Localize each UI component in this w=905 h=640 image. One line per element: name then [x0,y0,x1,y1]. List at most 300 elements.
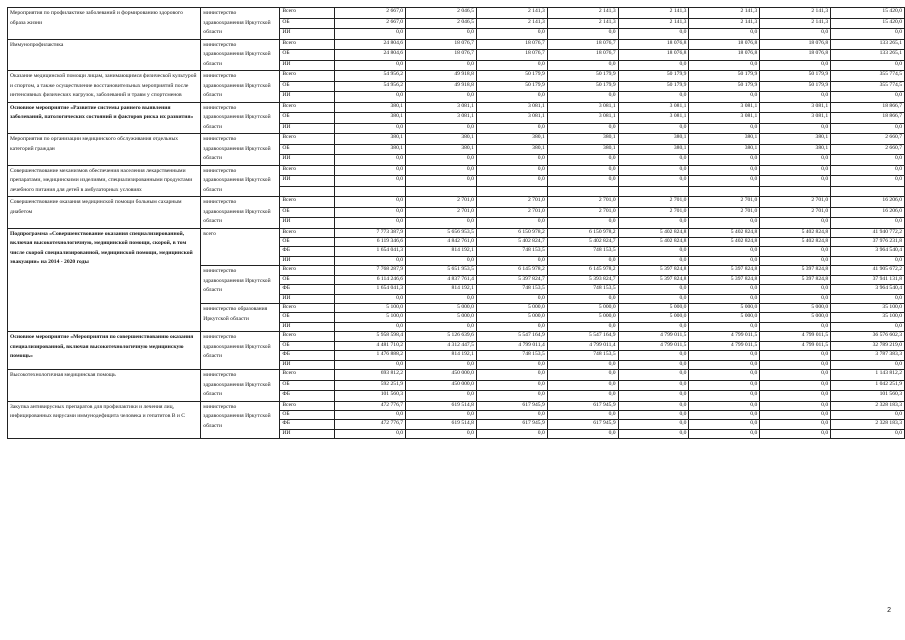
budget-table [7,7,905,439]
year-value-cell: 2 701,0 [689,197,760,208]
year-value-cell: 0,0 [547,256,618,265]
year-value-cell: 0,0 [335,29,406,40]
year-value-cell: 0,0 [547,60,618,71]
year-value-cell: 5 000,0 [476,304,547,313]
total-value-cell: 36 576 602,3 [831,332,905,341]
year-value-cell: 0,0 [406,391,477,402]
total-value-cell: 0,0 [831,294,905,303]
year-value-cell: 50 179,9 [689,71,760,82]
funding-source-cell: ИИ [280,155,335,166]
table-row [8,165,905,176]
measure-description: Основное мероприятие «Развитие системы раннего выявления заболеваний, патологических состояний и факторов риска их развития» [8,102,201,134]
year-value-cell: 380,1 [335,102,406,113]
year-value-cell: 4 799 011,5 [760,332,831,341]
year-value-cell: 0,0 [547,29,618,40]
year-value-cell: 0,0 [476,380,547,391]
year-value-cell: 0,0 [689,420,760,429]
year-value-cell: 1 476 888,2 [335,351,406,360]
measure-description: Мероприятия по профилактике заболеваний и формированию здорового образа жизни [8,8,201,40]
table-row [8,332,905,341]
year-value-cell: 380,1 [335,113,406,124]
year-value-cell: 0,0 [476,218,547,229]
funding-source-cell: Всего [280,8,335,19]
total-value-cell: 0,0 [831,218,905,229]
funding-source-cell: Всего [280,401,335,410]
total-value-cell: 32 789 219,0 [831,341,905,350]
year-value-cell: 0,0 [618,360,689,369]
total-value-cell: 2 328 183,3 [831,420,905,429]
executor-cell: министерство здравоохранения Иркутской области [201,165,280,197]
year-value-cell: 0,0 [476,123,547,134]
funding-source-cell: ИИ [280,256,335,265]
year-value-cell: 0,0 [547,123,618,134]
year-value-cell: 380,1 [760,134,831,145]
year-value-cell: 2 141,3 [760,8,831,19]
funding-source-cell: Всего [280,370,335,381]
year-value-cell: 0,0 [476,176,547,187]
year-value-cell: 18 076,7 [547,39,618,50]
year-value-cell: 617 945,9 [547,401,618,410]
year-value-cell: 3 081,1 [689,102,760,113]
total-value-cell: 133 265,1 [831,39,905,50]
year-value-cell: 5 402 824,8 [689,237,760,246]
year-value-cell: 0,0 [476,294,547,303]
year-value-cell: 0,0 [618,176,689,187]
total-value-cell: 15 420,0 [831,18,905,29]
year-value-cell: 5 656 953,5 [406,228,477,237]
year-value-cell: 380,1 [760,144,831,155]
year-value-cell: 0,0 [618,256,689,265]
measure-description: Оказание медицинской помощи лицам, занимающимся физической культурой и спортом, а также осуществление восстановительных мероприятий после интенсивных физических нагрузок, заболеваний и травм у спортсменов [8,71,201,103]
year-value-cell: 18 076,8 [689,39,760,50]
year-value-cell: 0,0 [335,207,406,218]
year-value-cell: 54 956,2 [335,71,406,82]
measure-description: Совершенствование механизмов обеспечения населения лекарственными препаратами, медицинскими изделиями, специализированными продуктами лечебного питания для детей в амбулаторных условиях [8,165,201,197]
year-value-cell: 2 141,3 [618,8,689,19]
funding-source-cell: Всего [280,266,335,275]
total-value-cell: 0,0 [831,360,905,369]
year-value-cell: 5 000,0 [547,304,618,313]
year-value-cell: 2 667,0 [335,8,406,19]
total-value-cell: 355 774,5 [831,81,905,92]
year-value-cell: 6 145 978,2 [547,266,618,275]
year-value-cell: 2 701,0 [618,207,689,218]
year-value-cell: 5 000,0 [618,304,689,313]
year-value-cell: 380,1 [406,144,477,155]
year-value-cell: 2 141,3 [689,8,760,19]
year-value-cell: 5 000,0 [476,313,547,322]
year-value-cell: 2 701,0 [760,207,831,218]
year-value-cell: 50 179,9 [760,71,831,82]
funding-source-cell: ФБ [280,285,335,294]
year-value-cell: 0,0 [760,429,831,438]
funding-source-cell: ФБ [280,391,335,402]
year-value-cell: 3 081,1 [618,113,689,124]
year-value-cell: 472 776,7 [335,420,406,429]
funding-source-cell: Всего [280,165,335,176]
year-value-cell: 5 000,0 [760,304,831,313]
funding-source-cell: ОБ [280,275,335,284]
year-value-cell: 0,0 [760,391,831,402]
measure-description: Совершенствование оказания медицинской помощи больным сахарным диабетом [8,197,201,229]
year-value-cell: 0,0 [760,322,831,331]
total-value-cell: 16 206,0 [831,207,905,218]
year-value-cell: 6 145 978,2 [476,266,547,275]
funding-source-cell: Всего [280,102,335,113]
table-row [8,228,905,237]
year-value-cell: 18 076,8 [760,50,831,61]
funding-source-cell: Всего [280,228,335,237]
year-value-cell: 0,0 [689,29,760,40]
year-value-cell: 0,0 [406,429,477,438]
funding-source-cell: ОБ [280,313,335,322]
page-number: 2 [887,607,891,614]
total-value-cell: 1 143 812,2 [831,370,905,381]
year-value-cell: 0,0 [689,256,760,265]
funding-source-cell: ОБ [280,237,335,246]
year-value-cell: 5 397 824,7 [476,275,547,284]
executor-cell: министерство здравоохранения Иркутской области [201,266,280,304]
year-value-cell: 18 076,8 [618,50,689,61]
year-value-cell: 3 081,1 [760,113,831,124]
year-value-cell: 0,0 [547,155,618,166]
year-value-cell: 18 076,7 [476,50,547,61]
year-value-cell: 0,0 [406,256,477,265]
year-value-cell: 0,0 [335,123,406,134]
year-value-cell: 0,0 [760,218,831,229]
total-value-cell: 0,0 [831,411,905,420]
table-row [8,39,905,50]
year-value-cell: 2 701,0 [618,197,689,208]
year-value-cell: 24 804,6 [335,39,406,50]
year-value-cell: 2 141,3 [760,18,831,29]
year-value-cell: 0,0 [760,123,831,134]
year-value-cell: 0,0 [618,429,689,438]
year-value-cell: 0,0 [689,165,760,176]
year-value-cell: 0,0 [335,165,406,176]
measure-description: Мероприятия по организации медицинского обслуживания отдельных категорий граждан [8,134,201,166]
year-value-cell: 50 179,9 [618,71,689,82]
year-value-cell: 5 397 824,8 [618,275,689,284]
year-value-cell: 18 076,8 [760,39,831,50]
year-value-cell: 0,0 [406,123,477,134]
year-value-cell: 619 514,8 [406,401,477,410]
funding-source-cell: ОБ [280,341,335,350]
year-value-cell: 0,0 [689,360,760,369]
year-value-cell: 0,0 [760,401,831,410]
executor-cell: министерство здравоохранения Иркутской области [201,71,280,103]
funding-source-cell: ИИ [280,123,335,134]
table-row [8,102,905,113]
year-value-cell: 0,0 [406,92,477,103]
year-value-cell: 0,0 [760,155,831,166]
funding-source-cell: ИИ [280,294,335,303]
year-value-cell: 0,0 [689,322,760,331]
year-value-cell: 6 150 978,2 [476,228,547,237]
funding-source-cell: Всего [280,71,335,82]
funding-source-cell: ОБ [280,18,335,29]
table-row [8,8,905,19]
measure-description: Иммунопрофилактика [8,39,201,71]
year-value-cell: 2 701,0 [476,207,547,218]
year-value-cell: 5 402 824,8 [618,237,689,246]
total-value-cell: 0,0 [831,155,905,166]
funding-source-cell: ОБ [280,411,335,420]
year-value-cell: 4 799 011,4 [476,341,547,350]
year-value-cell: 0,0 [335,294,406,303]
total-value-cell: 0,0 [831,123,905,134]
year-value-cell: 0,0 [335,411,406,420]
year-value-cell: 0,0 [689,60,760,71]
year-value-cell: 0,0 [406,165,477,176]
year-value-cell: 380,1 [547,144,618,155]
executor-cell: министерство здравоохранения Иркутской области [201,197,280,229]
year-value-cell: 0,0 [760,176,831,187]
year-value-cell: 2 141,3 [689,18,760,29]
year-value-cell: 2 141,3 [476,8,547,19]
year-value-cell: 2 701,0 [689,207,760,218]
year-value-cell: 0,0 [547,294,618,303]
funding-source-cell: ФБ [280,247,335,256]
executor-cell: министерство здравоохранения Иркутской области [201,370,280,402]
table-body [8,8,905,439]
year-value-cell: 0,0 [618,247,689,256]
year-value-cell: 2 701,0 [406,207,477,218]
year-value-cell: 4 837 761,4 [406,275,477,284]
funding-source-cell: ОБ [280,144,335,155]
total-value-cell: 37 976 231,8 [831,237,905,246]
year-value-cell: 6 119 346,6 [335,237,406,246]
table-row [8,197,905,208]
year-value-cell: 0,0 [618,322,689,331]
total-value-cell: 101 560,3 [831,391,905,402]
funding-source-cell: ОБ [280,81,335,92]
year-value-cell: 0,0 [618,155,689,166]
year-value-cell: 5 397 824,8 [760,266,831,275]
year-value-cell: 0,0 [476,411,547,420]
year-value-cell: 0,0 [760,360,831,369]
total-value-cell: 3 964 540,4 [831,285,905,294]
executor-cell: министерство здравоохранения Иркутской области [201,102,280,134]
year-value-cell: 2 046,5 [406,8,477,19]
year-value-cell: 0,0 [618,29,689,40]
year-value-cell: 0,0 [335,197,406,208]
total-value-cell: 355 774,5 [831,71,905,82]
year-value-cell: 4 799 011,5 [618,341,689,350]
year-value-cell: 472 776,7 [335,401,406,410]
year-value-cell: 49 918,8 [406,81,477,92]
year-value-cell: 0,0 [476,256,547,265]
measure-description: Подпрограмма «Совершенствование оказания специализированной, включая высокотехнологичную, медицинской помощи, скорой, в том числе скорой специализированной, медицинской помощи, медицинской эвакуации» на 2014 - 2020 годы [8,228,201,332]
year-value-cell: 619 514,8 [406,420,477,429]
year-value-cell: 5 000,0 [406,304,477,313]
funding-source-cell: ФБ [280,420,335,429]
year-value-cell: 0,0 [476,391,547,402]
year-value-cell: 0,0 [618,165,689,176]
year-value-cell: 18 076,7 [406,50,477,61]
year-value-cell: 5 397 824,8 [689,275,760,284]
year-value-cell: 0,0 [406,218,477,229]
year-value-cell: 50 179,9 [547,71,618,82]
year-value-cell: 0,0 [547,391,618,402]
year-value-cell: 50 179,9 [760,81,831,92]
year-value-cell: 5 402 824,7 [476,237,547,246]
total-value-cell: 0,0 [831,322,905,331]
year-value-cell: 617 945,9 [547,420,618,429]
year-value-cell [760,186,831,197]
funding-source-cell [280,186,335,197]
year-value-cell: 0,0 [618,391,689,402]
year-value-cell: 748 153,5 [476,285,547,294]
year-value-cell: 4 799 011,4 [547,341,618,350]
year-value-cell: 0,0 [618,380,689,391]
year-value-cell: 0,0 [760,285,831,294]
year-value-cell: 0,0 [618,92,689,103]
year-value-cell: 617 945,9 [476,401,547,410]
table-row [8,401,905,410]
total-value-cell: 0,0 [831,256,905,265]
executor-cell: министерство здравоохранения Иркутской области [201,39,280,71]
funding-source-cell: Всего [280,197,335,208]
year-value-cell: 2 141,3 [618,18,689,29]
year-value-cell: 5 397 824,8 [618,266,689,275]
year-value-cell: 5 547 164,9 [476,332,547,341]
year-value-cell: 0,0 [476,370,547,381]
year-value-cell: 0,0 [476,360,547,369]
total-value-cell: 0,0 [831,92,905,103]
year-value-cell: 5 397 824,8 [689,266,760,275]
year-value-cell: 5 126 639,6 [406,332,477,341]
year-value-cell: 4 799 011,5 [689,332,760,341]
year-value-cell: 5 000,0 [689,313,760,322]
total-value-cell: 2 660,7 [831,144,905,155]
total-value-cell: 3 787 383,3 [831,351,905,360]
year-value-cell: 0,0 [335,60,406,71]
year-value-cell: 0,0 [618,411,689,420]
year-value-cell: 3 081,1 [406,113,477,124]
year-value-cell: 18 076,8 [689,50,760,61]
year-value-cell: 0,0 [689,155,760,166]
total-value-cell: 0,0 [831,165,905,176]
year-value-cell [476,186,547,197]
year-value-cell: 50 179,9 [547,81,618,92]
funding-source-cell: ИИ [280,429,335,438]
year-value-cell: 380,1 [618,144,689,155]
year-value-cell: 0,0 [547,370,618,381]
year-value-cell: 0,0 [335,176,406,187]
year-value-cell: 0,0 [406,411,477,420]
year-value-cell: 0,0 [547,429,618,438]
funding-source-cell: ОБ [280,207,335,218]
year-value-cell: 0,0 [406,176,477,187]
year-value-cell: 380,1 [547,134,618,145]
year-value-cell: 5 000,0 [406,313,477,322]
year-value-cell: 0,0 [689,294,760,303]
year-value-cell: 2 701,0 [547,207,618,218]
year-value-cell: 0,0 [335,429,406,438]
funding-source-cell: Всего [280,332,335,341]
funding-source-cell: ФБ [280,351,335,360]
year-value-cell [547,186,618,197]
year-value-cell: 0,0 [760,92,831,103]
year-value-cell: 50 179,9 [618,81,689,92]
year-value-cell: 380,1 [335,134,406,145]
funding-source-cell: ИИ [280,360,335,369]
year-value-cell: 0,0 [476,29,547,40]
year-value-cell: 6 114 246,6 [335,275,406,284]
year-value-cell: 0,0 [547,165,618,176]
year-value-cell: 5 000,0 [760,313,831,322]
year-value-cell: 380,1 [406,134,477,145]
year-value-cell: 748 153,5 [547,247,618,256]
year-value-cell: 0,0 [760,370,831,381]
year-value-cell: 0,0 [760,294,831,303]
year-value-cell: 2 141,3 [547,8,618,19]
year-value-cell: 3 081,1 [406,102,477,113]
year-value-cell: 380,1 [476,134,547,145]
executor-cell: всего [201,228,280,266]
year-value-cell: 0,0 [760,60,831,71]
year-value-cell: 3 081,1 [547,102,618,113]
year-value-cell: 0,0 [406,29,477,40]
year-value-cell: 0,0 [547,322,618,331]
year-value-cell: 0,0 [618,123,689,134]
total-value-cell: 2 660,7 [831,134,905,145]
year-value-cell: 5 000,0 [689,304,760,313]
funding-source-cell: Всего [280,304,335,313]
measure-description: Высокотехнологичная медицинская помощь [8,370,201,402]
year-value-cell: 4 312 447,5 [406,341,477,350]
year-value-cell: 3 081,1 [618,102,689,113]
funding-source-cell: ИИ [280,322,335,331]
total-value-cell: 0,0 [831,176,905,187]
year-value-cell: 4 481 710,2 [335,341,406,350]
year-value-cell: 5 402 824,7 [547,237,618,246]
total-value-cell: 16 206,0 [831,197,905,208]
year-value-cell: 0,0 [618,401,689,410]
year-value-cell [618,186,689,197]
year-value-cell: 3 081,1 [689,113,760,124]
year-value-cell: 5 000,0 [547,313,618,322]
year-value-cell: 5 402 824,8 [689,228,760,237]
year-value-cell: 0,0 [760,247,831,256]
funding-source-cell: ИИ [280,92,335,103]
year-value-cell: 0,0 [476,429,547,438]
year-value-cell: 5 402 824,8 [618,228,689,237]
year-value-cell: 1 654 041,3 [335,285,406,294]
year-value-cell: 380,1 [476,144,547,155]
year-value-cell: 0,0 [689,218,760,229]
year-value-cell: 5 402 824,8 [760,228,831,237]
year-value-cell: 0,0 [760,380,831,391]
year-value-cell: 2 701,0 [547,197,618,208]
year-value-cell: 748 153,5 [476,351,547,360]
year-value-cell: 4 842 761,0 [406,237,477,246]
year-value-cell: 0,0 [335,322,406,331]
total-value-cell: 18 866,7 [831,102,905,113]
year-value-cell: 0,0 [618,420,689,429]
year-value-cell: 0,0 [689,429,760,438]
funding-source-cell: ОБ [280,380,335,391]
total-value-cell: 37 941 131,8 [831,275,905,284]
measure-description: Основное мероприятие «Мероприятия по совершенствованию оказания специализированной, включая высокотехнологичную медицинскую помощь» [8,332,201,370]
year-value-cell: 2 141,3 [547,18,618,29]
year-value-cell: 4 799 011,5 [760,341,831,350]
year-value-cell: 0,0 [689,370,760,381]
year-value-cell: 0,0 [618,218,689,229]
year-value-cell: 5 402 824,8 [760,237,831,246]
year-value-cell: 5 393 824,7 [547,275,618,284]
